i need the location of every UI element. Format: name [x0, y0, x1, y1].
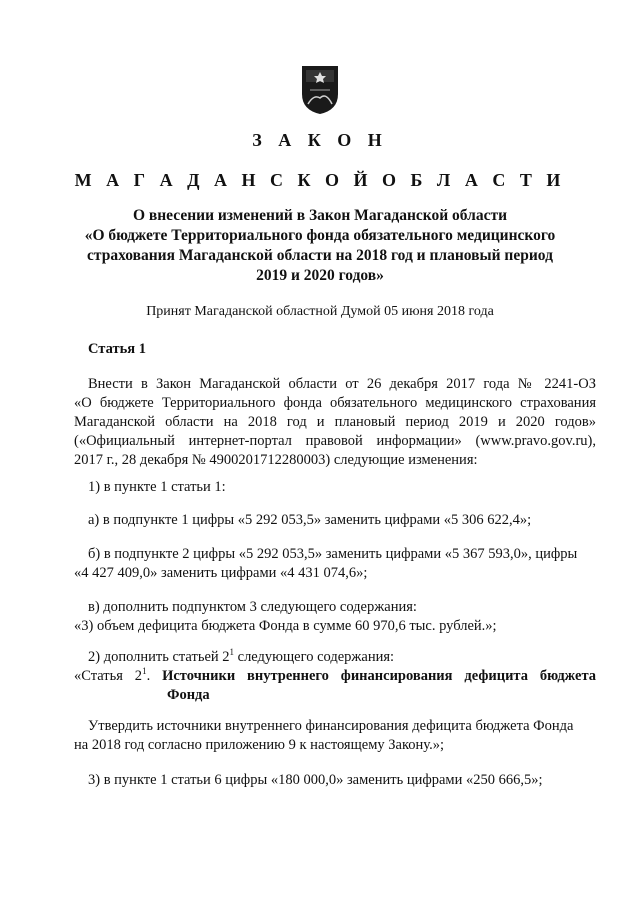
article-2-1-heading [74, 667, 596, 686]
intro-line: «О бюджете Территориального фонда обязательного медицинского страхования [74, 395, 596, 411]
item-1v-line: в) дополнить подпунктом 3 следующего содержания: [88, 599, 417, 615]
item-2-superscript: 1 [229, 647, 235, 658]
article-2-1-dot: . [146, 668, 151, 684]
item-1-text: 1) в пункте 1 статьи 1: [88, 479, 226, 495]
intro-line: («Официальный интернет-портал правовой информации» (www.pravo.gov.ru), [74, 433, 596, 449]
item-2-text-end: следующего содержания: [234, 649, 395, 665]
law-title: З А К О Н [252, 130, 388, 150]
intro-line: Магаданской области на 2018 год и плановый период 2019 и 2020 годов» [74, 414, 596, 430]
adoption-note: Принят Магаданской областной Думой 05 июня 2018 года [146, 304, 494, 319]
intro-line: Внести в Закон Магаданской области от 26 декабря 2017 года № 2241-ОЗ [88, 376, 596, 392]
magadan-coat-of-arms-icon [300, 64, 340, 116]
item-1a-text: а) в подпункте 1 цифры «5 292 053,5» заменить цифрами «5 306 622,4»; [88, 512, 532, 528]
item-1b-line: б) в подпункте 2 цифры «5 292 053,5» заменить цифрами «5 367 593,0», цифры [88, 546, 578, 562]
item-1v [74, 598, 596, 636]
document-title [70, 206, 570, 286]
article-2-1-title: Источники внутреннего финансирования дефицита бюджета [162, 668, 596, 684]
approve-paragraph-cont [74, 736, 596, 755]
item-3 [74, 771, 596, 790]
article-2-1-title-cont: Фонда [167, 687, 210, 703]
region-title: М А Г А Д А Н С К О Й О Б Л А С Т И [74, 170, 566, 190]
document-title-line: «О бюджете Территориального фонда обязательного медицинского [84, 227, 556, 244]
item-1v-line: «3) объем дефицита бюджета Фонда в сумме 60 970,6 тыс. рублей.»; [74, 618, 497, 634]
document-title-line: 2019 и 2020 годов» [256, 267, 384, 284]
item-1a [74, 511, 596, 530]
item-2-text [74, 648, 596, 667]
item-1b [74, 545, 596, 583]
item-2-text-start: 2) дополнить статьей 2 [88, 649, 230, 665]
document-title-line: страхования Магаданской области на 2018 год и плановый период [87, 247, 553, 264]
item-2 [74, 648, 596, 705]
document-title-line: О внесении изменений в Закон Магаданской области [132, 207, 508, 224]
article-2-1-prefix: «Статья 2 [74, 668, 143, 684]
article-heading: Статья 1 [88, 341, 146, 357]
approve-line: на 2018 год согласно приложению 9 к настоящему Закону.»; [74, 737, 444, 753]
article-2-1-superscript: 1 [142, 666, 147, 677]
item-1b-line: «4 427 409,0» заменить цифрами «4 431 074,6»; [74, 565, 368, 581]
approve-paragraph [88, 717, 596, 736]
intro-line: 2017 г., 28 декабря № 4900201712280003) следующие изменения: [74, 452, 478, 468]
intro-paragraph [74, 375, 596, 470]
item-3-text: 3) в пункте 1 статьи 6 цифры «180 000,0» заменить цифрами «250 666,5»; [88, 772, 543, 788]
approve-line: Утвердить источники внутреннего финансирования дефицита бюджета Фонда [88, 718, 574, 734]
item-1 [74, 478, 596, 497]
